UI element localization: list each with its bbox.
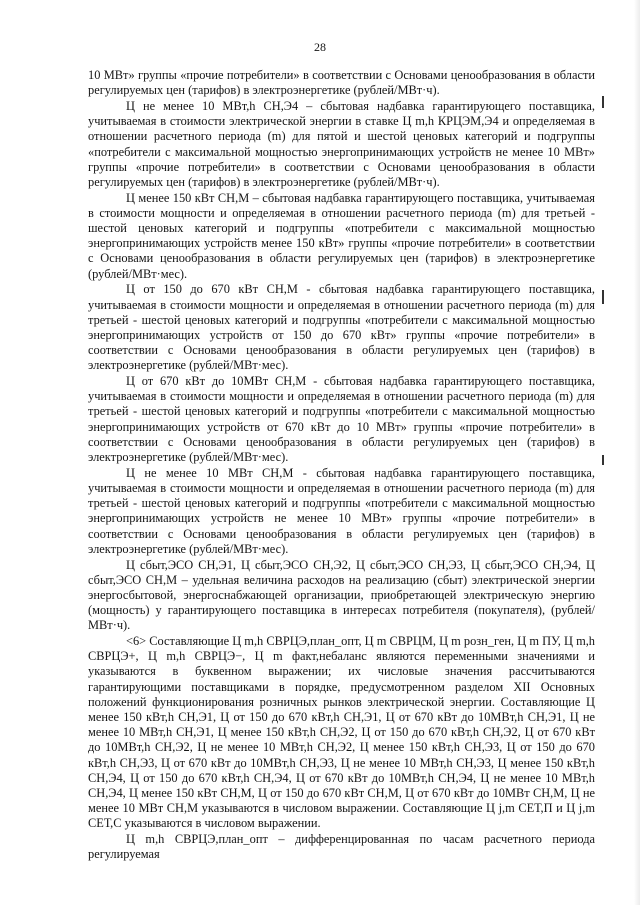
paragraph: Ц m,h СВРЦЭ,план_опт – дифференцированная по часам расчетного периода регулируемая: [88, 832, 595, 862]
paragraph: 10 МВт» группы «прочие потребители» в соответствии с Основами ценообразования в области регулируемых цен (тарифов) в электроэнергетике (рублей/МВт·ч).: [88, 68, 595, 98]
paragraph: Ц не менее 10 МВт,h СН,Э4 – сбытовая надбавка гарантирующего поставщика, учитываемая в стоимости электрической энергии в ставке Ц m,h КРЦЭМ,Э4 и определяемая в отношении расчетного периода (m) для пятой и шестой ценовых категорий и подгруппы «потребители с максимальной мощностью энергопринимающих устройств не менее 10 МВт» группы «прочие потребители» в соответствии с Основами ценообразования в области регулируемых цен (тарифов) в электроэнергетике (рублей/МВт·ч).: [88, 98, 595, 189]
scan-margin-mark: [602, 455, 604, 465]
paragraph: Ц не менее 10 МВт СН,М - сбытовая надбавка гарантирующего поставщика, учитываемая в стоимости мощности и определяемая в отношении расчетного периода (m) для третьей - шестой ценовых категорий и подгруппы «потребители с максимальной мощностью энергопринимающих устройств не менее 10 МВт» группы «прочие потребители» в соответствии с Основами ценообразования в области регулируемых цен (тарифов) в электроэнергетике (рублей/МВт·мес).: [88, 465, 595, 556]
scan-margin-mark: [602, 290, 604, 304]
paragraph: <6> Составляющие Ц m,h СВРЦЭ,план_опт, Ц m СВРЦМ, Ц m розн_ген, Ц m ПУ, Ц m,h СВРЦЭ+, Ц m,h СВРЦЭ−, Ц m факт,небаланс являются переменными значениями и указываются в буквенном выражении; их числовые значения рассчитываются гарантирующими поставщиками в порядке, предусмотренном разделом XII Основных положений функционирования розничных рынков электрической энергии. Составляющие Ц менее 150 кВт,h СН,Э1, Ц от 150 до 670 кВт,h СН,Э1, Ц от 670 кВт до 10МВт,h СН,Э1, Ц не менее 10 МВт,h СН,Э1, Ц менее 150 кВт,h СН,Э2, Ц от 150 до 670 кВт,h СН,Э2, Ц от 670 кВт до 10МВт,h СН,Э2, Ц не менее 10 МВт,h СН,Э2, Ц менее 150 кВт,h СН,Э3, Ц от 150 до 670 кВт,h СН,Э3, Ц от 670 кВт до 10МВт,h СН,Э3, Ц не менее 10 МВт,h СН,Э3, Ц менее 150 кВт,h СН,Э4, Ц от 150 до 670 кВт,h СН,Э4, Ц от 670 кВт до 10МВт,h СН,Э4, Ц не менее 10 МВт,h СН,Э4, Ц менее 150 кВт СН,М, Ц от 150 до 670 кВт СН,М, Ц от 670 кВт до 10МВт СН,М, Ц не менее 10 МВт СН,М указываются в числовом выражении. Составляющие Ц j,m СЕТ,П и Ц j,m СЕТ,С указываются в числовом выражении.: [88, 634, 595, 831]
document-body: [88, 68, 595, 863]
scan-edge-shadow: [634, 0, 640, 905]
paragraph: Ц менее 150 кВт СН,М – сбытовая надбавка гарантирующего поставщика, учитываемая в стоимости мощности и определяемая в отношении расчетного периода (m) для третьей - шестой ценовых категорий и подгруппы «потребители с максимальной мощностью энергопринимающих устройств менее 150 кВт» группы «прочие потребители» в соответствии с Основами ценообразования в области регулируемых цен (тарифов) в электроэнергетике (рублей/МВт·мес).: [88, 190, 595, 281]
scan-margin-mark: [602, 96, 604, 108]
paragraph: Ц от 150 до 670 кВт СН,М - сбытовая надбавка гарантирующего поставщика, учитываемая в стоимости мощности и определяемая в отношении расчетного периода (m) для третьей - шестой ценовых категорий и подгруппы «потребители с максимальной мощностью энергопринимающих устройств от 150 до 670 кВт» группы «прочие потребители» в соответствии с Основами ценообразования в области регулируемых цен (тарифов) в электроэнергетике (рублей/МВт·мес).: [88, 282, 595, 373]
page-number: 28: [314, 40, 326, 54]
paragraph: Ц сбыт,ЭСО СН,Э1, Ц сбыт,ЭСО СН,Э2, Ц сбыт,ЭСО СН,Э3, Ц сбыт,ЭСО СН,Э4, Ц сбыт,ЭСО СН,М – удельная величина расходов на реализацию (сбыт) электрической энергии энергосбытовой, энергоснабжающей организации, приобретающей электрическую энергию (мощность) у гарантирующего поставщика в интересах потребителя (покупателя), (рублей/МВт·ч).: [88, 557, 595, 633]
paragraph: Ц от 670 кВт до 10МВт СН,М - сбытовая надбавка гарантирующего поставщика, учитываемая в стоимости мощности и определяемая в отношении расчетного периода (m) для третьей - шестой ценовых категорий и подгруппы «потребители с максимальной мощностью энергопринимающих устройств от 670 кВт до 10 МВт» группы «прочие потребители» в соответствии с Основами ценообразования в области регулируемых цен (тарифов) в электроэнергетике (рублей/МВт·мес).: [88, 374, 595, 465]
